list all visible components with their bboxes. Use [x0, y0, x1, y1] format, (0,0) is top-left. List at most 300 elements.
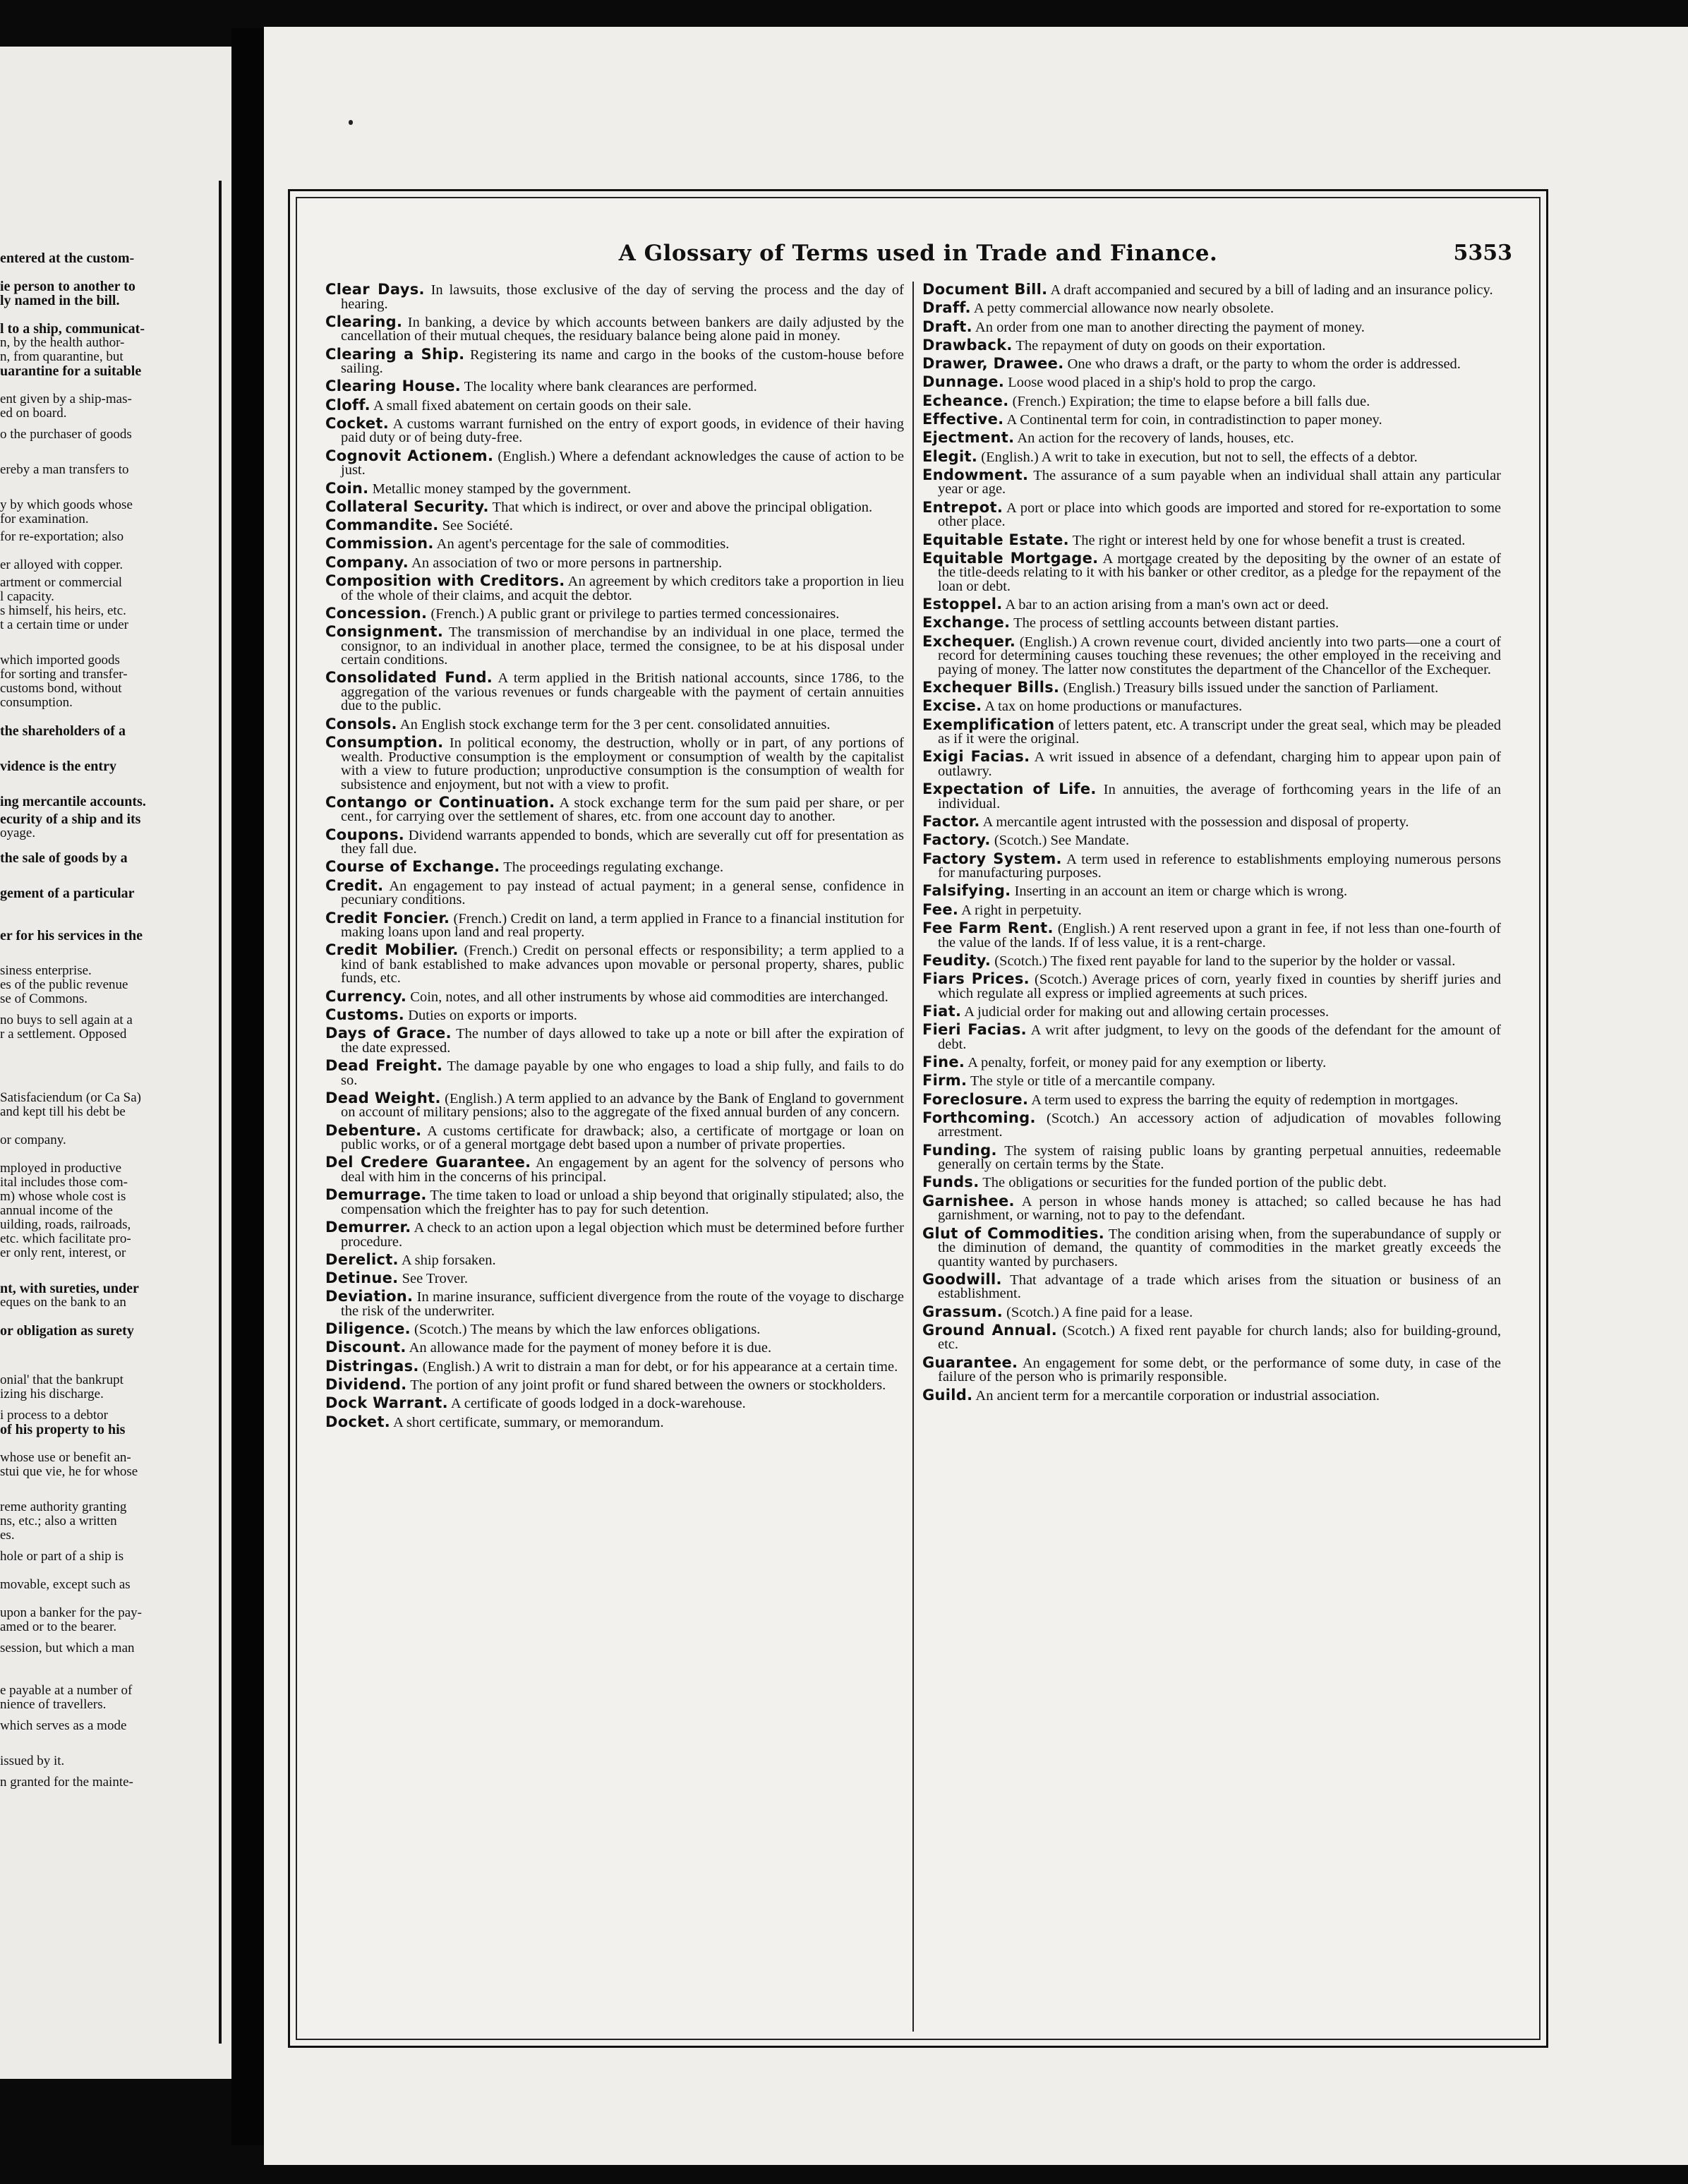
glossary-term: Cocket. — [325, 414, 390, 432]
glossary-entry — [325, 1059, 904, 1087]
glossary-term: Fiat. — [922, 1002, 962, 1020]
glossary-entry — [922, 750, 1501, 778]
glossary-entry — [922, 447, 1501, 465]
glossary-definition: The right or interest held by one for whose benefit a trust is created. — [1068, 532, 1466, 548]
glossary-term: Days of Grace. — [325, 1025, 452, 1042]
glossary-term: Clearing. — [325, 313, 403, 330]
glossary-term: Demurrage. — [325, 1186, 427, 1204]
facing-page-line: annual income of the — [0, 1203, 113, 1218]
facing-page-line: e payable at a number of — [0, 1683, 133, 1698]
glossary-entry — [325, 315, 904, 344]
facing-page-line: hole or part of a ship is — [0, 1549, 124, 1564]
page-header — [297, 241, 1539, 269]
glossary-definition: That which is indirect, or over and above the principal obligation. — [488, 499, 873, 515]
glossary-entry — [922, 1074, 1501, 1089]
glossary-term: Draft. — [922, 318, 972, 335]
glossary-entry — [325, 604, 904, 622]
book-gutter — [231, 28, 264, 2145]
glossary-term: Fee Farm Rent. — [922, 919, 1054, 937]
glossary-entry — [922, 320, 1501, 335]
facing-page-line: no buys to sell again at a — [0, 1013, 133, 1027]
glossary-definition: (Scotch.) An accessory action of adjudication of movables following arrestment. — [938, 1110, 1501, 1140]
glossary-entry — [325, 1250, 904, 1268]
glossary-entry — [922, 833, 1501, 848]
facing-page-line: es. — [0, 1528, 15, 1543]
glossary-term: Credit. — [325, 876, 384, 894]
facing-page-line: eques on the bank to an — [0, 1295, 126, 1310]
glossary-entry — [922, 632, 1501, 677]
glossary-definition: Coin, notes, and all other instruments by whose aid commodities are interchanged. — [406, 989, 888, 1005]
facing-page-line: m) whose whole cost is — [0, 1189, 126, 1204]
glossary-definition: A penalty, forfeit, or money paid for any exemption or liberty. — [965, 1055, 1327, 1070]
facing-page-line: movable, except such as — [0, 1577, 131, 1592]
glossary-definition: Loose wood placed in a ship's hold to prop the cargo. — [1004, 375, 1316, 391]
glossary-term: Guild. — [922, 1386, 973, 1404]
facing-page-line: which serves as a mode — [0, 1718, 127, 1733]
glossary-definition: In banking, a device by which accounts between bankers are daily adjusted by the cancellation of their mutual cheques, the residuary balance being alone paid in money. — [341, 314, 904, 344]
facing-page-line: onial' that the bankrupt — [0, 1372, 123, 1387]
glossary-entry — [922, 498, 1501, 530]
glossary-entry — [922, 884, 1501, 899]
facing-page-line: mployed in productive — [0, 1161, 122, 1176]
glossary-term: Dead Weight. — [325, 1089, 441, 1106]
glossary-entry — [922, 431, 1501, 446]
glossary-entry — [922, 718, 1501, 747]
glossary-entry — [325, 447, 904, 478]
glossary-definition: (English.) A writ to distrain a man for debt, or for his appearance at a certain time. — [418, 1358, 898, 1375]
glossary-term: Entrepot. — [922, 498, 1003, 516]
glossary-term: Glut of Commodities. — [922, 1224, 1104, 1242]
glossary-definition: The assurance of a sum payable when an individual shall attain any particular year or age. — [938, 467, 1501, 497]
glossary-definition: See Trover. — [398, 1271, 468, 1287]
glossary-entry — [922, 1141, 1501, 1173]
glossary-definition: Duties on exports or imports. — [404, 1007, 577, 1023]
glossary-term: Consolidated Fund. — [325, 669, 493, 687]
glossary-definition: (English.) A writ to take in execution, but not to sell, the effects of a debtor. — [977, 449, 1418, 465]
facing-page-line: ly named in the bill. — [0, 293, 120, 308]
glossary-term: Feudity. — [922, 951, 991, 969]
glossary-definition: (Scotch.) The means by which the law enforces obligations. — [410, 1322, 761, 1338]
glossary-term: Factory. — [922, 831, 991, 849]
glossary-entry — [922, 681, 1501, 696]
glossary-term: Falsifying. — [922, 882, 1011, 900]
glossary-definition: An English stock exchange term for the 3 per cent. consolidated annuities. — [397, 716, 831, 732]
glossary-definition: In annuities, the average of forthcoming years in the life of an individual. — [938, 782, 1501, 812]
page-number: 5353 — [1453, 241, 1512, 265]
glossary-definition: A mercantile agent intrusted with the possession and disposal of property. — [979, 814, 1409, 831]
glossary-entry — [922, 1192, 1501, 1224]
glossary-entry — [325, 396, 904, 414]
glossary-definition: The style or title of a mercantile company. — [967, 1073, 1216, 1090]
glossary-definition: (French.) Credit on land, a term applied in France to a financial institution for making loans upon land and real property. — [341, 910, 904, 941]
glossary-entry — [922, 375, 1501, 390]
glossary-entry — [922, 1321, 1501, 1353]
glossary-definition: A petty commercial allowance now nearly obsolete. — [970, 301, 1274, 317]
glossary-entry — [922, 394, 1501, 409]
glossary-term: Drawback. — [922, 336, 1013, 354]
glossary-entry — [325, 1156, 904, 1184]
glossary-term: Funding. — [922, 1141, 997, 1159]
glossary-definition: A judicial order for making out and allowing certain processes. — [961, 1003, 1330, 1020]
glossary-term: Distringas. — [325, 1357, 419, 1375]
glossary-definition: A ship forsaken. — [398, 1252, 496, 1268]
glossary-entry — [325, 1322, 904, 1337]
glossary-term: Consignment. — [325, 623, 444, 641]
glossary-definition: A term applied in the British national accounts, since 1786, to the aggregation of the various revenues or funds chargeable with the payment of certain annuities due to the public. — [341, 670, 904, 714]
glossary-definition: An engagement for some debt, or the performance of some duty, in case of the failure of the person who is primarily responsible. — [938, 1355, 1501, 1385]
glossary-entry — [325, 1378, 904, 1393]
glossary-entry — [325, 625, 904, 668]
glossary-entry — [325, 943, 904, 986]
glossary-definition: A check to an action upon a legal objection which must be determined before further procedure. — [341, 1220, 904, 1250]
facing-page-line: ent given by a ship-mas- — [0, 392, 132, 406]
column-divider — [912, 282, 914, 2032]
glossary-term: Consols. — [325, 715, 397, 732]
glossary-definition: A right in perpetuity. — [958, 902, 1082, 918]
glossary-term: Fine. — [922, 1054, 965, 1070]
glossary-term: Fiars Prices. — [922, 970, 1030, 988]
glossary-definition: A customs warrant furnished on the entry of export goods, in evidence of their having paid duty or of being duty-free. — [341, 416, 904, 446]
glossary-entry — [325, 553, 904, 571]
glossary-definition: The obligations or securities for the funded portion of the public debt. — [979, 1175, 1387, 1191]
glossary-entry — [325, 1221, 904, 1249]
facing-page-line: reme authority granting — [0, 1500, 127, 1514]
glossary-entry — [922, 1176, 1501, 1190]
facing-page-line: ing mercantile accounts. — [0, 794, 146, 809]
glossary-definition: A stock exchange term for the sum paid per share, or per cent., for carrying over the settlement of shares, etc. from one account day to another. — [341, 795, 904, 825]
glossary-definition: In lawsuits, those exclusive of the day of serving the process and the day of hearing. — [341, 283, 904, 312]
glossary-term: Clear Days. — [325, 283, 425, 298]
glossary-entry — [325, 1089, 904, 1121]
glossary-definition: The proceedings regulating exchange. — [500, 859, 724, 876]
glossary-term: Concession. — [325, 604, 428, 622]
glossary-term: Commandite. — [325, 517, 439, 534]
glossary-term: Cognovit Actionem. — [325, 447, 494, 464]
facing-page-line: or company. — [0, 1133, 66, 1147]
glossary-term: Factory System. — [922, 850, 1062, 867]
glossary-entry — [325, 519, 904, 533]
facing-page-line: for examination. — [0, 512, 89, 526]
facing-page-line: gement of a particular — [0, 886, 135, 901]
glossary-term: Factor. — [922, 813, 980, 831]
facing-page-line: vidence is the entry — [0, 759, 116, 774]
glossary-definition: An allowance made for the payment of money before it is due. — [406, 1340, 772, 1356]
glossary-definition: A draft accompanied and secured by a bill of lading and an insurance policy. — [1047, 283, 1493, 298]
glossary-entry — [922, 900, 1501, 918]
glossary-entry — [922, 1224, 1501, 1269]
glossary-term: Coin. — [325, 479, 369, 497]
glossary-definition: (English.) Treasury bills issued under the sanction of Parliament. — [1059, 680, 1439, 696]
glossary-definition: of letters patent, etc. A transcript under the great seal, which may be pleaded as if it were the original. — [938, 717, 1501, 747]
glossary-term: Collateral Security. — [325, 497, 489, 515]
glossary-entry — [325, 828, 904, 857]
glossary-definition: An association of two or more persons in partnership. — [409, 555, 723, 571]
glossary-entry — [325, 574, 904, 603]
glossary-term: Elegit. — [922, 447, 978, 465]
glossary-entry — [922, 919, 1501, 951]
facing-page-line: amed or to the bearer. — [0, 1619, 117, 1634]
glossary-term: Dead Freight. — [325, 1057, 443, 1075]
glossary-term: Credit Mobilier. — [325, 941, 459, 959]
glossary-definition: An engagement by an agent for the solvency of persons who deal with him in the concerns of his principal. — [341, 1155, 904, 1185]
glossary-entry — [325, 345, 904, 377]
glossary-term: Company. — [325, 553, 409, 571]
facing-page-line: etc. which facilitate pro- — [0, 1231, 131, 1246]
glossary-entry — [325, 793, 904, 825]
glossary-definition: (Scotch.) See Mandate. — [990, 833, 1130, 849]
glossary-term: Coupons. — [325, 826, 405, 843]
glossary-entry — [325, 1396, 904, 1411]
glossary-definition: The condition arising when, from the superabundance of supply or the diminution of demand, the quantity of commodities in the market greatly exceeds the quantity wanted by purchasers. — [938, 1226, 1501, 1269]
glossary-term: Exchange. — [922, 614, 1011, 632]
glossary-entry — [325, 479, 904, 497]
glossary-entry — [922, 815, 1501, 830]
glossary-entry — [922, 1023, 1501, 1051]
glossary-term: Expectation of Life. — [922, 780, 1097, 798]
glossary-term: Contango or Continuation. — [325, 793, 555, 811]
facing-page-line: of his property to his — [0, 1422, 126, 1437]
glossary-definition: A Continental term for coin, in contradistinction to paper money. — [1003, 412, 1382, 428]
glossary-entry — [922, 780, 1501, 812]
facing-page-line: es of the public revenue — [0, 977, 128, 992]
glossary-term: Dividend. — [325, 1376, 407, 1394]
glossary-term: Fee. — [922, 900, 959, 918]
glossary-term: Effective. — [922, 411, 1004, 428]
glossary-definition: A port or place into which goods are imported and stored for re-exportation to some other place. — [938, 500, 1501, 530]
facing-page-line: which imported goods — [0, 653, 120, 668]
facing-page-line: for sorting and transfer- — [0, 667, 128, 682]
glossary-definition: (Scotch.) The fixed rent payable for land to the superior by the holder or vassal. — [991, 953, 1456, 969]
page-title: A Glossary of Terms used in Trade and Finance. — [618, 241, 1218, 266]
facing-page-line: the sale of goods by a — [0, 850, 128, 866]
facing-page-line: se of Commons. — [0, 991, 88, 1006]
glossary-entry — [922, 301, 1501, 316]
glossary-term: Ground Annual. — [922, 1321, 1058, 1339]
glossary-entry — [325, 1413, 904, 1430]
glossary-column-right — [922, 283, 1501, 2017]
glossary-entry — [922, 598, 1501, 613]
glossary-entry — [922, 549, 1501, 594]
glossary-definition: A person in whose hands money is attached; so called because he has had garnishment, or warning, not to pay to the defendant. — [938, 1193, 1501, 1224]
glossary-term: Guarantee. — [922, 1353, 1018, 1371]
glossary-term: Diligence. — [325, 1320, 411, 1338]
glossary-definition: A term used in reference to establishments employing numerous persons for manufacturing purposes. — [938, 851, 1501, 881]
glossary-definition: (French.) A public grant or privilege to parties termed concessionaires. — [427, 605, 840, 622]
glossary-entry — [922, 357, 1501, 372]
glossary-entry — [325, 987, 904, 1005]
glossary-term: Consumption. — [325, 734, 444, 752]
glossary-entry — [922, 1386, 1501, 1404]
glossary-term: Exchequer. — [922, 632, 1016, 650]
glossary-entry — [325, 1290, 904, 1318]
glossary-entry — [325, 1357, 904, 1375]
facing-page-line: er only rent, interest, or — [0, 1245, 126, 1260]
facing-page-line: upon a banker for the pay- — [0, 1605, 143, 1620]
glossary-definition: The damage payable by one who engages to load a ship fully, and fails to do so. — [341, 1058, 904, 1088]
glossary-definition: (English.) A term applied to an advance by the Bank of England to government on account of military pensions; also to the aggregate of the fixed annual burden of any concern. — [341, 1090, 904, 1121]
page-frame-inner — [296, 197, 1541, 2040]
glossary-entry — [325, 414, 904, 446]
glossary-definition: An agent's percentage for the sale of commodities. — [433, 536, 730, 553]
facing-page-line: ital includes those com- — [0, 1175, 128, 1190]
glossary-term: Clearing House. — [325, 378, 462, 395]
facing-page-line: n granted for the mainte- — [0, 1775, 133, 1790]
glossary-definition: The portion of any joint profit or fund shared between the owners or stockholders. — [406, 1377, 886, 1394]
glossary-definition: The transmission of merchandise by an individual in one place, termed the consignor, to an individual in another place, termed the consignee, to be at his disposal under certain conditions. — [341, 625, 904, 668]
glossary-definition: See Société. — [438, 518, 513, 534]
glossary-definition: Dividend warrants appended to bonds, which are severally cut off for presentation as they fall due. — [341, 827, 904, 857]
glossary-definition: An ancient term for a mercantile corporation or industrial association. — [972, 1387, 1380, 1404]
facing-page-line: entered at the custom- — [0, 251, 135, 266]
facing-page-line: uarantine for a suitable — [0, 363, 142, 379]
facing-page-line: ie person to another to — [0, 279, 135, 294]
glossary-term: Course of Exchange. — [325, 858, 500, 876]
glossary-definition: A tax on home productions or manufactures. — [982, 699, 1243, 715]
glossary-term: Discount. — [325, 1339, 406, 1356]
glossary-definition: (Scotch.) A fine paid for a lease. — [1002, 1304, 1193, 1320]
glossary-definition: (French.) Credit on personal effects or responsibility; a term applied to a kind of bank established to make advances upon movable or personal property, shares, public funds, etc. — [341, 943, 904, 987]
glossary-entry — [325, 380, 904, 394]
facing-page-line: oyage. — [0, 826, 36, 840]
facing-page-line: n, by the health author- — [0, 335, 125, 350]
facing-page-line: ereby a man transfers to — [0, 462, 129, 477]
facing-page-line: izing his discharge. — [0, 1387, 104, 1401]
glossary-entry — [922, 413, 1501, 428]
glossary-entry — [922, 616, 1501, 631]
facing-page-line: the shareholders of a — [0, 723, 126, 739]
glossary-definition: A short certificate, summary, or memorandum. — [390, 1414, 664, 1430]
glossary-term: Del Credere Guarantee. — [325, 1154, 531, 1171]
glossary-term: Ejectment. — [922, 429, 1015, 447]
glossary-definition: (Scotch.) Average prices of corn, yearly fixed in counties by sheriff juries and which regulate all express or implied agreements at such prices. — [938, 972, 1501, 1001]
glossary-entry — [922, 699, 1501, 714]
glossary-entry — [922, 283, 1501, 298]
facing-page-line: t a certain time or under — [0, 617, 129, 632]
glossary-entry — [922, 336, 1501, 354]
glossary-term: Derelict. — [325, 1250, 399, 1268]
page-frame — [288, 189, 1548, 2048]
glossary-term: Deviation. — [325, 1288, 414, 1305]
glossary-term: Grassum. — [922, 1303, 1003, 1320]
glossary-definition: (Scotch.) A fixed rent payable for church lands; also for building-ground, etc. — [938, 1322, 1501, 1353]
glossary-definition: A writ after judgment, to levy on the goods of the defendant for the amount of debt. — [938, 1022, 1501, 1052]
glossary-term: Fieri Facias. — [922, 1021, 1027, 1039]
facing-page-line: er alloyed with copper. — [0, 557, 123, 572]
glossary-entry — [922, 951, 1501, 969]
glossary-entry — [922, 852, 1501, 881]
facing-page-line: i process to a debtor — [0, 1408, 109, 1423]
glossary-entry — [325, 1027, 904, 1055]
glossary-term: Forthcoming. — [922, 1109, 1036, 1126]
glossary-definition: The process of settling accounts between distant parties. — [1010, 615, 1339, 632]
glossary-term: Exemplification — [922, 716, 1055, 733]
glossary-term: Credit Foncier. — [325, 909, 450, 927]
glossary-term: Equitable Estate. — [922, 531, 1069, 548]
glossary-term: Demurrer. — [325, 1219, 411, 1236]
facing-page-line: session, but which a man — [0, 1641, 135, 1655]
glossary-entry — [325, 1269, 904, 1287]
facing-page-line: nience of travellers. — [0, 1697, 107, 1712]
glossary-definition: A certificate of goods lodged in a dock-warehouse. — [447, 1396, 746, 1412]
glossary-definition: An action for the recovery of lands, houses, etc. — [1014, 430, 1294, 447]
glossary-entry — [922, 533, 1501, 548]
glossary-definition: That advantage of a trade which arises from the situation or business of an establishment. — [938, 1272, 1501, 1302]
glossary-term: Draff. — [922, 299, 971, 317]
facing-page-line: whose use or benefit an- — [0, 1450, 131, 1465]
facing-page-line: consumption. — [0, 695, 73, 710]
glossary-entry — [325, 909, 904, 941]
glossary-entry — [325, 876, 904, 908]
glossary-definition: A term used to express the barring the equity of redemption in mortgages. — [1028, 1092, 1459, 1108]
facing-page-line: ecurity of a ship and its — [0, 812, 141, 827]
glossary-definition: An agreement by which creditors take a proportion in lieu of the whole of their claims, and acquit the debtor. — [341, 574, 904, 603]
facing-page-line: n, from quarantine, but — [0, 349, 123, 364]
facing-page-line: l to a ship, communicat- — [0, 321, 145, 337]
glossary-definition: In marine insurance, sufficient divergence from the route of the voyage to discharge the risk of the underwriter. — [341, 1289, 904, 1319]
glossary-entry — [922, 1270, 1501, 1302]
glossary-definition: A customs certificate for drawback; also, a certificate of mortgage or loan on public works, or of a general mortgage debt based upon a number of private properties. — [341, 1123, 904, 1153]
facing-page-line: for re-exportation; also — [0, 529, 124, 544]
facing-page-line: issued by it. — [0, 1754, 65, 1768]
glossary-definition: In political economy, the destruction, wholly or in part, of any portions of wealth. Productive consumption is the employment or consumption of wealth by the capitalist with a view to future production; unproductive consumption is the consumption of wealth for subsistence and enjoyment, but not with a view to profit. — [341, 735, 904, 792]
glossary-entry — [922, 466, 1501, 497]
glossary-definition: The repayment of duty on goods on their exportation. — [1012, 337, 1326, 354]
glossary-definition: An engagement to pay instead of actual payment; in a general sense, confidence in pecuniary conditions. — [341, 878, 904, 908]
glossary-definition: (English.) A rent reserved upon a grant in fee, if not less than one-fourth of the value of the lands. If of less value, it is a rent-charge. — [938, 921, 1501, 951]
glossary-entry — [922, 1353, 1501, 1385]
glossary-term: Funds. — [922, 1174, 979, 1191]
glossary-definition: A small fixed abatement on certain goods on their sale. — [370, 397, 692, 414]
facing-page-line: nt, with sureties, under — [0, 1281, 139, 1296]
glossary-definition: A mortgage created by the depositing by the owner of an estate of the title-deeds relating to it with his banker or other creditor, as a pledge for the repayment of the loan or debt. — [938, 550, 1501, 594]
glossary-term: Detinue. — [325, 1269, 399, 1287]
glossary-definition: A writ issued in absence of a defendant, charging him to appear upon pain of outlawry. — [938, 749, 1501, 779]
glossary-definition: A bar to an action arising from a man's own act or deed. — [1002, 597, 1330, 613]
glossary-term: Foreclosure. — [922, 1090, 1029, 1108]
page-speck — [349, 120, 353, 125]
glossary-page — [264, 27, 1688, 2165]
glossary-entry — [325, 537, 904, 552]
facing-page-line: o the purchaser of goods — [0, 427, 132, 442]
glossary-entry — [325, 715, 904, 732]
glossary-term: Customs. — [325, 1006, 405, 1023]
glossary-entry — [922, 1090, 1501, 1108]
glossary-entry — [922, 1305, 1501, 1320]
glossary-entry — [325, 283, 904, 311]
facing-page-line: or obligation as surety — [0, 1323, 134, 1339]
glossary-entry — [325, 736, 904, 792]
glossary-term: Equitable Mortgage. — [922, 549, 1099, 567]
glossary-definition: The locality where bank clearances are performed. — [461, 379, 757, 395]
glossary-definition: Registering its name and cargo in the books of the custom-house before sailing. — [341, 346, 904, 377]
glossary-definition: (French.) Expiration; the time to elapse before a bill falls due. — [1008, 393, 1370, 409]
glossary-definition: An order from one man to another directing the payment of money. — [972, 319, 1365, 335]
facing-page-line: r a settlement. Opposed — [0, 1027, 127, 1042]
glossary-definition: One who draws a draft, or the party to whom the order is addressed. — [1063, 356, 1461, 373]
glossary-definition: Metallic money stamped by the government. — [368, 481, 632, 497]
glossary-term: Exchequer Bills. — [922, 679, 1060, 696]
facing-page-border — [219, 181, 222, 2044]
glossary-term: Echeance. — [922, 392, 1009, 409]
glossary-term: Drawer, Drawee. — [922, 355, 1064, 373]
facing-page-line: l capacity. — [0, 589, 54, 604]
facing-page-line: ns, etc.; also a written — [0, 1514, 117, 1528]
glossary-term: Estoppel. — [922, 596, 1003, 613]
glossary-entry — [325, 497, 904, 515]
glossary-term: Excise. — [922, 697, 982, 715]
facing-page-line: customs bond, without — [0, 681, 122, 696]
glossary-entry — [325, 1341, 904, 1356]
